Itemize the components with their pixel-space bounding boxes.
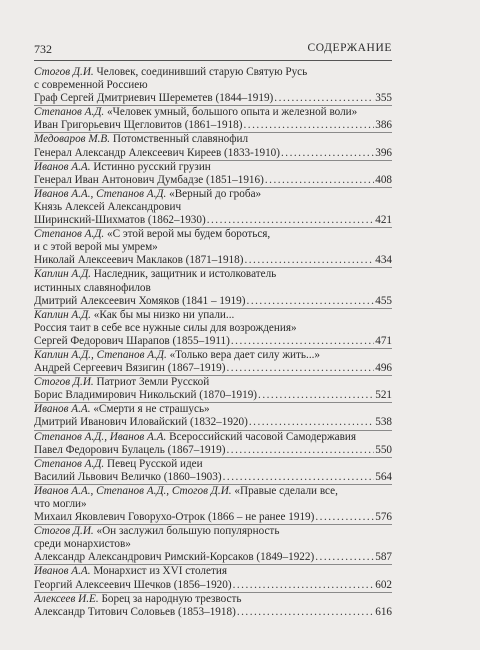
dot-leader (226, 444, 374, 457)
toc-entry-title: что могли» (34, 498, 87, 510)
toc-entry (34, 66, 392, 105)
toc-entry-title-line (34, 349, 392, 362)
toc-entry (34, 267, 392, 307)
toc-entry-title: Борец за народную трезвость (101, 592, 242, 605)
toc-entry-subject: Дмитрий Иванович Иловайский (1832–1920) (34, 416, 248, 429)
toc-entry-page-number: 538 (375, 416, 392, 429)
toc-entry (34, 430, 392, 457)
dot-leader (244, 119, 375, 132)
toc-entry-page-number: 421 (375, 214, 392, 227)
toc-entry-title-line (34, 228, 392, 241)
toc-entry-subject: Георгий Алексеевич Шечков (1856–1920) (34, 578, 232, 591)
toc-entry-subject-line (34, 335, 392, 348)
toc-entry (34, 402, 392, 429)
toc-entry-title-line (34, 161, 392, 174)
toc-entry-title: Всероссийский часовой Самодержавия (169, 430, 357, 443)
toc-entry-page-number: 496 (375, 362, 392, 375)
toc-entry-subject-line (34, 147, 392, 160)
toc-entry-subject-line (34, 551, 392, 564)
toc-entry-title: «Он заслужил большую популярность (96, 525, 280, 538)
toc-entry-authors: Иванов А.А. (34, 565, 91, 578)
dot-leader (274, 92, 374, 105)
toc-entry-title-line (34, 458, 392, 471)
toc-entry-title: «Только вера дает силу жить...» (169, 348, 321, 361)
toc-entry-page-number: 521 (375, 389, 392, 402)
toc-entry-page-number: 587 (375, 551, 392, 564)
toc-entry-subject: Сергей Федорович Шарапов (1855–1911) (34, 334, 230, 347)
toc-entry-subject-line (34, 606, 392, 619)
toc-entry-title-line (34, 309, 392, 322)
page-header (34, 42, 392, 58)
toc-entry-authors: Иванов А.А. (34, 403, 91, 416)
dot-leader (315, 511, 374, 524)
toc-entry (34, 375, 392, 402)
dot-leader (315, 551, 374, 564)
toc-entry-page-number: 455 (375, 294, 392, 307)
toc-entry-title-line (34, 66, 392, 79)
toc-entry-title-line (34, 282, 392, 295)
toc-entry-page-number: 576 (375, 511, 392, 524)
toc-entry-title: Истинно русский грузин (93, 160, 211, 173)
toc-entry-subject: Александр Александрович Римский-Корсаков (1849–1922) (34, 551, 315, 564)
toc-entry-subject-line (34, 174, 392, 187)
toc-entry-authors: Стогов Д.И. (34, 376, 94, 389)
toc-entry-title: Россия таит в себе все нужные силы для возрождения» (34, 321, 297, 334)
dot-leader (265, 174, 374, 187)
toc-entry-title: «Человек умный, большого опыта и железной воли» (107, 106, 358, 119)
toc-entry-page-number: 616 (375, 605, 392, 618)
header-rule (34, 60, 392, 61)
toc-entry-page-number: 408 (375, 173, 392, 186)
toc-entry (34, 227, 392, 267)
toc-entry-subject-line (34, 511, 392, 524)
toc-entry-subject: Ширинский-Шихматов (1862–1930) (34, 214, 206, 227)
dot-leader (249, 416, 374, 429)
dot-leader (207, 214, 375, 227)
toc-entry-subject-line (34, 119, 392, 132)
toc-entry-page-number: 564 (375, 470, 392, 483)
toc-entry (34, 564, 392, 591)
toc-entry-title: и с этой верой мы умрем» (34, 241, 158, 254)
toc-entry-title: Наследник, защитник и истолкователь (93, 268, 277, 281)
toc-entry-title: «С этой верой мы будем бороться, (107, 228, 271, 241)
dot-leader (258, 389, 374, 402)
toc-entry-page-number: 386 (375, 119, 392, 132)
toc-entry-title-line (34, 241, 392, 254)
toc-entry-title-line (34, 79, 392, 92)
toc-entry (34, 457, 392, 484)
toc-entry-title: «Верный до гроба» (169, 187, 262, 200)
toc-entry-title: с современной Россиею (34, 79, 148, 92)
toc-entry-title-line (34, 322, 392, 335)
toc-entry (34, 187, 392, 227)
toc-entry-authors: Каплин А.Д., Степанов А.Д. (34, 348, 167, 361)
toc-entry-title-line (34, 106, 392, 119)
toc-entry-title-line (34, 525, 392, 538)
toc-entry-authors: Степанов А.Д. (34, 106, 105, 119)
toc-entry (34, 308, 392, 348)
toc-entry-title: истинных славянофилов (34, 281, 151, 294)
toc-entry-subject: Александр Титович Соловьев (1853–1918) (34, 605, 236, 618)
toc-entry-page-number: 550 (375, 443, 392, 456)
dot-leader (281, 147, 374, 160)
dot-leader (237, 606, 374, 619)
dot-leader (247, 295, 375, 308)
toc-entry-title-line (34, 201, 392, 214)
toc-entry-title: Певец Русской идеи (107, 457, 203, 470)
toc-entry-subject: Василий Львович Величко (1860–1903) (34, 470, 222, 483)
page-number: 732 (34, 42, 52, 56)
toc-entry-subject-line (34, 362, 392, 375)
dot-leader (244, 254, 374, 267)
toc-entry-title-line (34, 188, 392, 201)
toc-entry (34, 524, 392, 564)
dot-leader (223, 471, 375, 484)
toc-entry-page-number: 396 (375, 146, 392, 159)
toc-entry-authors: Стогов Д.И. (34, 66, 94, 78)
toc-entry-subject-line (34, 92, 392, 105)
toc-entry-title: среди монархистов» (34, 538, 131, 551)
toc-entry-subject-line (34, 389, 392, 402)
toc-entry-subject: Иван Григорьевич Щегловитов (1861–1918) (34, 119, 243, 132)
toc-entry-authors: Каплин А.Д. (34, 268, 91, 281)
toc-entry-title: «Смерти я не страшусь» (93, 403, 210, 416)
toc-entry-subject: Михаил Яковлевич Говорухо-Отрок (1866 – не ранее 1919) (34, 511, 315, 524)
toc-entry-subject-line (34, 254, 392, 267)
toc-entry-authors: Степанов А.Д. (34, 457, 105, 470)
toc-entry-subject-line (34, 579, 392, 592)
toc-entry-authors: Иванов А.А., Степанов А.Д., Стогов Д.И. (34, 484, 232, 497)
toc-entry-page-number: 602 (375, 578, 392, 591)
dot-leader (231, 335, 374, 348)
toc-entry-subject-line (34, 295, 392, 308)
toc-entry-subject: Дмитрий Алексеевич Хомяков (1841 – 1919) (34, 294, 246, 307)
table-of-contents (34, 66, 392, 619)
toc-entry-title-line (34, 593, 392, 606)
toc-entry-title-line (34, 376, 392, 389)
toc-entry-page-number: 434 (375, 254, 392, 267)
toc-entry-title-line (34, 498, 392, 511)
section-title: СОДЕРЖАНИЕ (307, 42, 392, 54)
toc-entry-title: «Правые сделали все, (234, 484, 338, 497)
toc-entry-title: «Как бы мы низко ни упали... (93, 308, 235, 321)
toc-entry-authors: Иванов А.А. (34, 160, 91, 173)
toc-entry-subject-line (34, 471, 392, 484)
toc-entry-subject: Борис Владимирович Никольский (1870–1919) (34, 389, 258, 402)
toc-entry-authors: Медоваров М.В. (34, 133, 111, 146)
toc-entry-subject: Павел Федорович Булацель (1867–1919) (34, 443, 226, 456)
toc-entry-authors: Алексеев И.Е. (34, 592, 99, 605)
toc-entry-title-line (34, 431, 392, 444)
toc-entry-page-number: 355 (375, 92, 392, 105)
toc-entry-subject-line (34, 214, 392, 227)
toc-entry-subject-line (34, 416, 392, 429)
toc-entry-title: Потомственный славянофил (112, 133, 249, 146)
dot-leader (233, 579, 375, 592)
toc-entry-subject-line (34, 444, 392, 457)
toc-entry-title: Человек, соединивший старую Святую Русь (96, 66, 308, 78)
toc-entry-subject: Генерал Александр Алексеевич Киреев (1833-1910) (34, 146, 280, 159)
toc-entry-authors: Иванов А.А., Степанов А.Д. (34, 187, 167, 200)
toc-entry-title-line (34, 268, 392, 281)
toc-entry (34, 160, 392, 187)
toc-entry-title-line (34, 565, 392, 578)
toc-entry-authors: Каплин А.Д. (34, 308, 91, 321)
toc-entry-title-line (34, 538, 392, 551)
toc-entry-subject: Андрей Сергеевич Вязигин (1867–1919) (34, 362, 226, 375)
toc-entry-authors: Степанов А.Д. (34, 228, 105, 241)
toc-entry-authors: Стогов Д.И. (34, 525, 94, 538)
toc-entry (34, 105, 392, 132)
toc-entry-authors: Степанов А.Д., Иванов А.А. (34, 430, 167, 443)
toc-entry-page-number: 471 (375, 334, 392, 347)
toc-entry-subject: Генерал Иван Антонович Думбадзе (1851–1916) (34, 173, 264, 186)
dot-leader (227, 362, 375, 375)
toc-entry-title-line (34, 403, 392, 416)
toc-entry (34, 132, 392, 159)
toc-entry (34, 348, 392, 375)
toc-entry-title-line (34, 133, 392, 146)
toc-entry-title: Князь Алексей Александрович (34, 200, 182, 213)
toc-entry-title: Патриот Земли Русской (96, 376, 210, 389)
toc-entry-subject: Николай Алексеевич Маклаков (1871–1918) (34, 254, 244, 267)
toc-entry (34, 484, 392, 524)
toc-entry (34, 592, 392, 619)
toc-entry-title-line (34, 485, 392, 498)
toc-entry-title: Монархист из XVI столетия (93, 565, 227, 578)
toc-entry-subject: Граф Сергей Дмитриевич Шереметев (1844–1919) (34, 92, 274, 105)
